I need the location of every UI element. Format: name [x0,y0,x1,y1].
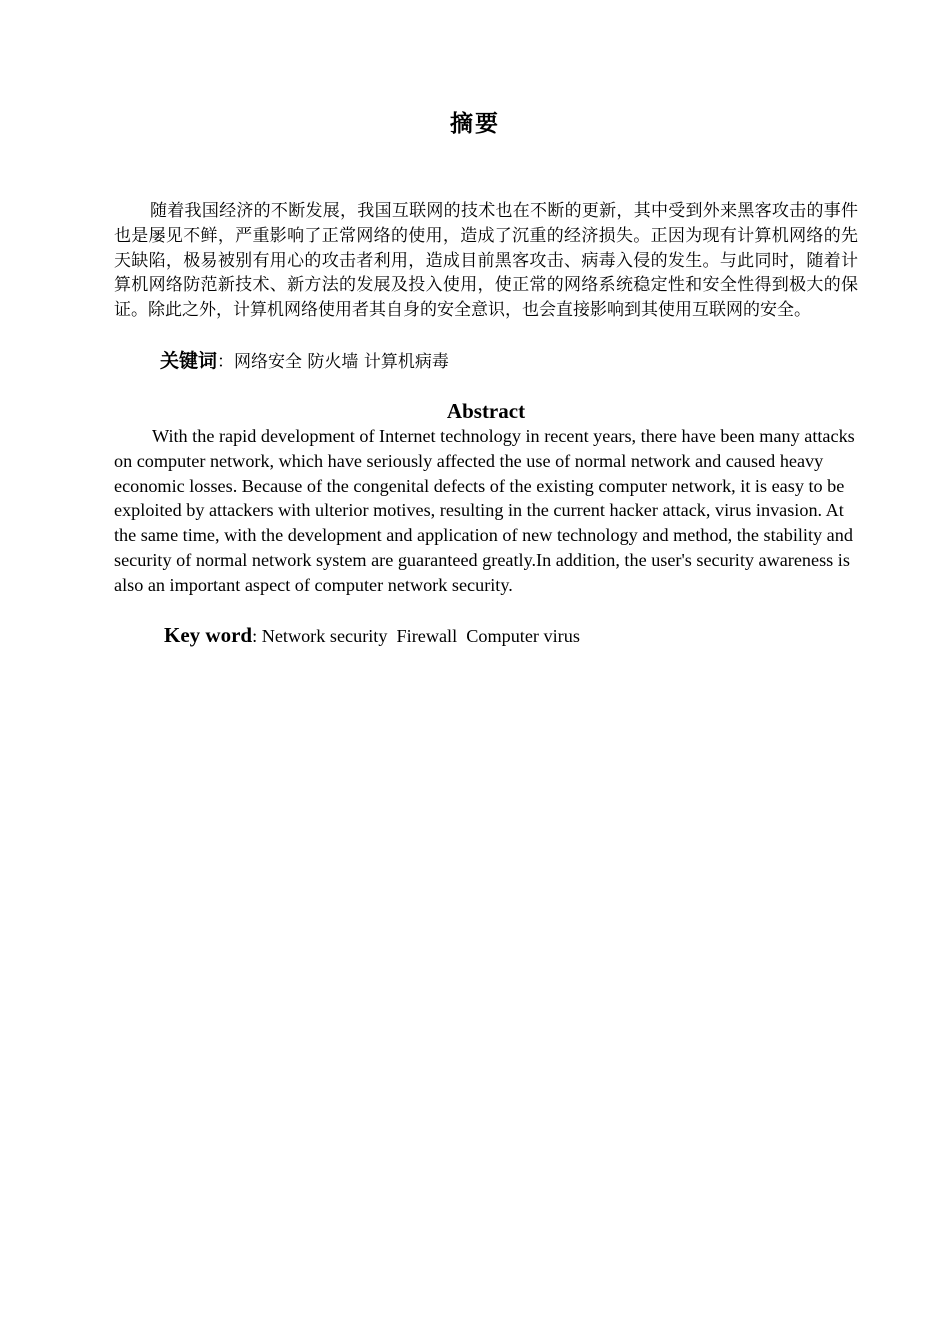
chinese-keywords-label: 关键词 [160,350,218,372]
chinese-abstract-title: 摘要 [450,111,500,137]
chinese-keywords-values: 网络安全 防火墙 计算机病毒 [234,352,449,372]
english-keywords-line [164,622,864,649]
english-keywords-values: Network security Firewall Computer virus [261,626,580,646]
chinese-keywords-line [160,348,860,375]
chinese-keywords-separator: ： [217,352,235,372]
english-keywords-label: Key word [164,623,253,647]
english-keywords-separator: : [252,626,262,646]
chinese-abstract-body: 随着我国经济的不断发展，我国互联网的技术也在不断的更新，其中受到外来黑客攻击的事件也是屡见不鲜，严重影响了正常网络的使用，造成了沉重的经济损失。正因为现有计算机网络的先天缺陷，极易被别有用心的攻击者利用，造成目前黑客攻击、病毒入侵的发生。与此同时，随着计算机网络防范新技术、新方法的发展及投入使用，使正常的网络系统稳定性和安全性得到极大的保证。除此之外，计算机网络使用者其自身的安全意识，也会直接影响到其使用互联网的安全。 [114,201,858,321]
english-abstract-title: Abstract [446,399,526,423]
english-abstract-body: With the rapid development of Internet technology in recent years, there have been many attacks on computer network, which have seriously affected the use of normal network and caused heavy economic losses. Because of the congenital defects of the existing computer network, it is easy to be exploited by attackers with ulterior motives, resulting in the current hacker attack, virus invasion. At the same time, with the development and application of new technology and method, the stability and security of normal network system are guaranteed greatly.In addition, the user's security awareness is also an important aspect of computer network security. [114,426,855,595]
